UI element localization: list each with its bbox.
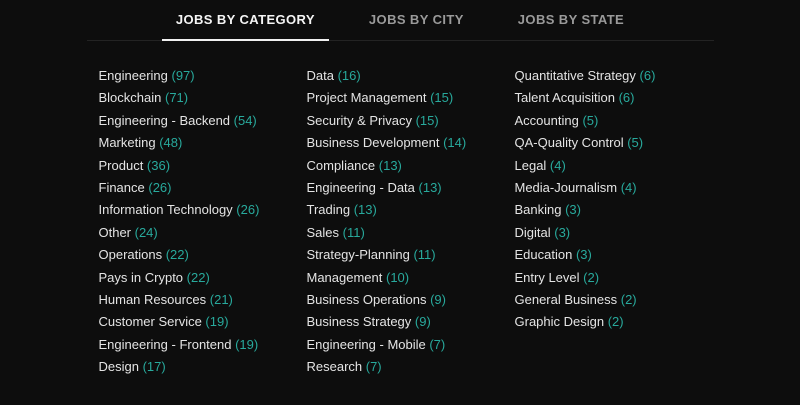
category-link[interactable] xyxy=(307,292,446,307)
category-link[interactable] xyxy=(515,135,644,150)
category-link[interactable] xyxy=(515,68,656,83)
category-count: (22) xyxy=(183,269,210,285)
category-count: (5) xyxy=(623,135,644,151)
category-item xyxy=(307,65,515,87)
category-count: (7) xyxy=(362,359,382,375)
category-name: Education xyxy=(514,247,573,263)
category-item xyxy=(307,311,515,333)
category-item xyxy=(99,199,307,221)
category-count: (13) xyxy=(350,202,377,218)
category-item xyxy=(515,177,723,199)
category-item xyxy=(307,289,515,311)
category-link[interactable] xyxy=(99,292,233,307)
category-count: (4) xyxy=(617,179,637,195)
category-link[interactable] xyxy=(307,359,382,374)
category-link[interactable] xyxy=(307,337,446,352)
category-item xyxy=(515,244,723,266)
category-link[interactable] xyxy=(515,247,592,262)
category-count: (26) xyxy=(144,179,172,195)
category-count: (3) xyxy=(550,224,571,240)
category-link[interactable] xyxy=(515,270,600,285)
category-column-2 xyxy=(307,65,515,378)
category-name: Information Technology xyxy=(98,202,233,218)
category-link[interactable] xyxy=(307,225,365,240)
category-link[interactable] xyxy=(99,135,183,150)
category-link[interactable] xyxy=(99,202,260,217)
category-count: (3) xyxy=(561,202,581,218)
category-count: (2) xyxy=(579,269,600,285)
category-column-3 xyxy=(515,65,723,378)
category-item xyxy=(515,222,723,244)
category-link[interactable] xyxy=(307,270,410,285)
category-name: Engineering - Frontend xyxy=(98,336,232,352)
category-item xyxy=(515,110,723,132)
category-count: (15) xyxy=(411,112,439,128)
category-count: (2) xyxy=(617,291,637,307)
category-name: Engineering - Mobile xyxy=(306,336,426,352)
category-count: (2) xyxy=(604,314,624,330)
category-name: Customer Service xyxy=(98,314,202,330)
category-item xyxy=(307,199,515,221)
category-name: Graphic Design xyxy=(514,314,605,330)
category-name: Marketing xyxy=(98,135,156,151)
category-item xyxy=(99,110,307,132)
category-count: (4) xyxy=(546,157,566,173)
category-name: Data xyxy=(306,68,334,83)
category-name: Blockchain xyxy=(98,90,162,106)
category-count: (10) xyxy=(382,269,410,285)
tab-jobs-by-city[interactable]: JOBS BY CITY xyxy=(355,4,478,41)
category-link[interactable] xyxy=(307,90,454,105)
category-link[interactable] xyxy=(99,158,171,173)
category-link[interactable] xyxy=(99,247,189,262)
category-item xyxy=(515,87,723,109)
category-name: Project Management xyxy=(306,90,427,106)
category-name: Product xyxy=(98,157,144,173)
category-name: Entry Level xyxy=(514,269,580,285)
category-name: Pays in Crypto xyxy=(98,269,184,285)
category-item xyxy=(99,311,307,333)
category-item xyxy=(515,267,723,289)
category-link[interactable] xyxy=(307,158,402,173)
category-link[interactable] xyxy=(99,113,257,128)
category-link[interactable] xyxy=(515,113,599,128)
category-link[interactable] xyxy=(307,113,439,128)
category-count: (21) xyxy=(206,291,233,307)
category-link[interactable] xyxy=(307,202,377,217)
category-item xyxy=(99,334,307,356)
category-item xyxy=(307,155,515,177)
category-count: (3) xyxy=(572,247,592,263)
category-link[interactable] xyxy=(307,247,436,262)
category-item xyxy=(515,65,723,87)
category-name: Legal xyxy=(514,157,547,173)
category-name: Finance xyxy=(98,179,145,195)
category-item xyxy=(307,222,515,244)
category-link[interactable] xyxy=(515,180,637,195)
category-count: (48) xyxy=(155,135,183,151)
category-name: Management xyxy=(306,269,383,285)
category-link[interactable] xyxy=(515,292,637,307)
category-count: (13) xyxy=(414,179,442,195)
category-item xyxy=(99,155,307,177)
category-item xyxy=(99,177,307,199)
category-count: (14) xyxy=(439,135,467,151)
category-count: (26) xyxy=(232,202,260,218)
category-name: Talent Acquisition xyxy=(514,90,615,106)
category-item xyxy=(307,177,515,199)
category-count: (9) xyxy=(411,314,431,330)
category-count: (36) xyxy=(143,157,171,173)
category-name: Security & Privacy xyxy=(306,112,412,128)
category-item xyxy=(307,110,515,132)
category-column-1 xyxy=(99,65,307,378)
jobs-browser xyxy=(87,0,714,378)
category-name: Engineering - Backend xyxy=(98,112,231,128)
category-name: Other xyxy=(98,224,132,240)
category-link[interactable] xyxy=(515,158,566,173)
category-link[interactable] xyxy=(99,337,259,352)
category-link[interactable] xyxy=(99,225,158,240)
category-link[interactable] xyxy=(307,68,361,83)
category-count: (6) xyxy=(614,90,635,106)
category-link[interactable] xyxy=(99,68,195,83)
category-name: Compliance xyxy=(306,157,376,173)
category-item xyxy=(307,87,515,109)
category-name: Strategy-Planning xyxy=(306,247,410,263)
category-name: General Business xyxy=(514,291,618,307)
category-link[interactable] xyxy=(515,314,624,329)
category-item xyxy=(99,289,307,311)
category-item xyxy=(307,356,515,378)
category-name: Quantitative Strategy xyxy=(514,68,636,83)
category-item xyxy=(99,65,307,87)
category-count: (11) xyxy=(339,224,365,240)
category-count: (16) xyxy=(333,68,361,83)
category-name: Human Resources xyxy=(98,291,207,307)
category-item xyxy=(515,132,723,154)
category-item xyxy=(99,244,307,266)
category-columns xyxy=(87,41,714,378)
category-item xyxy=(99,87,307,109)
category-link[interactable] xyxy=(99,90,189,105)
category-item xyxy=(99,132,307,154)
category-name: Business Development xyxy=(306,135,440,151)
category-link[interactable] xyxy=(99,314,229,329)
category-name: Research xyxy=(306,359,363,375)
category-name: Business Strategy xyxy=(306,314,412,330)
category-count: (7) xyxy=(425,336,446,352)
category-count: (19) xyxy=(231,336,259,352)
category-count: (9) xyxy=(426,291,446,307)
category-count: (13) xyxy=(375,157,402,173)
category-name: Sales xyxy=(306,224,340,240)
category-item xyxy=(515,199,723,221)
category-link[interactable] xyxy=(307,314,431,329)
tab-bar xyxy=(87,0,714,41)
category-name: Design xyxy=(98,359,139,375)
category-item xyxy=(99,222,307,244)
category-item xyxy=(99,267,307,289)
category-name: Media-Journalism xyxy=(514,179,618,195)
category-name: Trading xyxy=(306,202,351,218)
tab-jobs-by-category[interactable]: JOBS BY CATEGORY xyxy=(162,4,329,41)
category-item xyxy=(307,334,515,356)
category-name: Business Operations xyxy=(306,291,427,307)
category-item xyxy=(515,311,723,333)
category-name: Accounting xyxy=(514,112,579,128)
category-count: (5) xyxy=(578,112,599,128)
category-name: Digital xyxy=(514,224,551,240)
category-link[interactable] xyxy=(99,180,172,195)
category-count: (17) xyxy=(138,359,166,375)
category-item xyxy=(307,132,515,154)
category-item xyxy=(307,267,515,289)
category-item xyxy=(307,244,515,266)
category-count: (6) xyxy=(635,68,656,83)
category-link[interactable] xyxy=(307,135,467,150)
category-count: (71) xyxy=(161,90,189,106)
category-name: Engineering - Data xyxy=(306,179,415,195)
category-link[interactable] xyxy=(99,270,210,285)
tab-jobs-by-state[interactable]: JOBS BY STATE xyxy=(504,4,638,41)
category-link[interactable] xyxy=(515,202,581,217)
category-link[interactable] xyxy=(515,90,635,105)
category-item xyxy=(515,155,723,177)
category-count: (54) xyxy=(230,112,257,128)
category-count: (97) xyxy=(167,68,195,83)
category-count: (19) xyxy=(201,314,229,330)
category-name: Engineering xyxy=(98,68,168,83)
category-count: (11) xyxy=(409,247,436,263)
category-name: Operations xyxy=(98,247,163,263)
category-count: (15) xyxy=(426,90,454,106)
category-name: Banking xyxy=(514,202,562,218)
category-item xyxy=(99,356,307,378)
category-count: (22) xyxy=(162,247,189,263)
category-link[interactable] xyxy=(99,359,166,374)
category-name: QA-Quality Control xyxy=(514,135,624,151)
category-link[interactable] xyxy=(307,180,442,195)
category-count: (24) xyxy=(131,224,158,240)
category-link[interactable] xyxy=(515,225,571,240)
category-item xyxy=(515,289,723,311)
